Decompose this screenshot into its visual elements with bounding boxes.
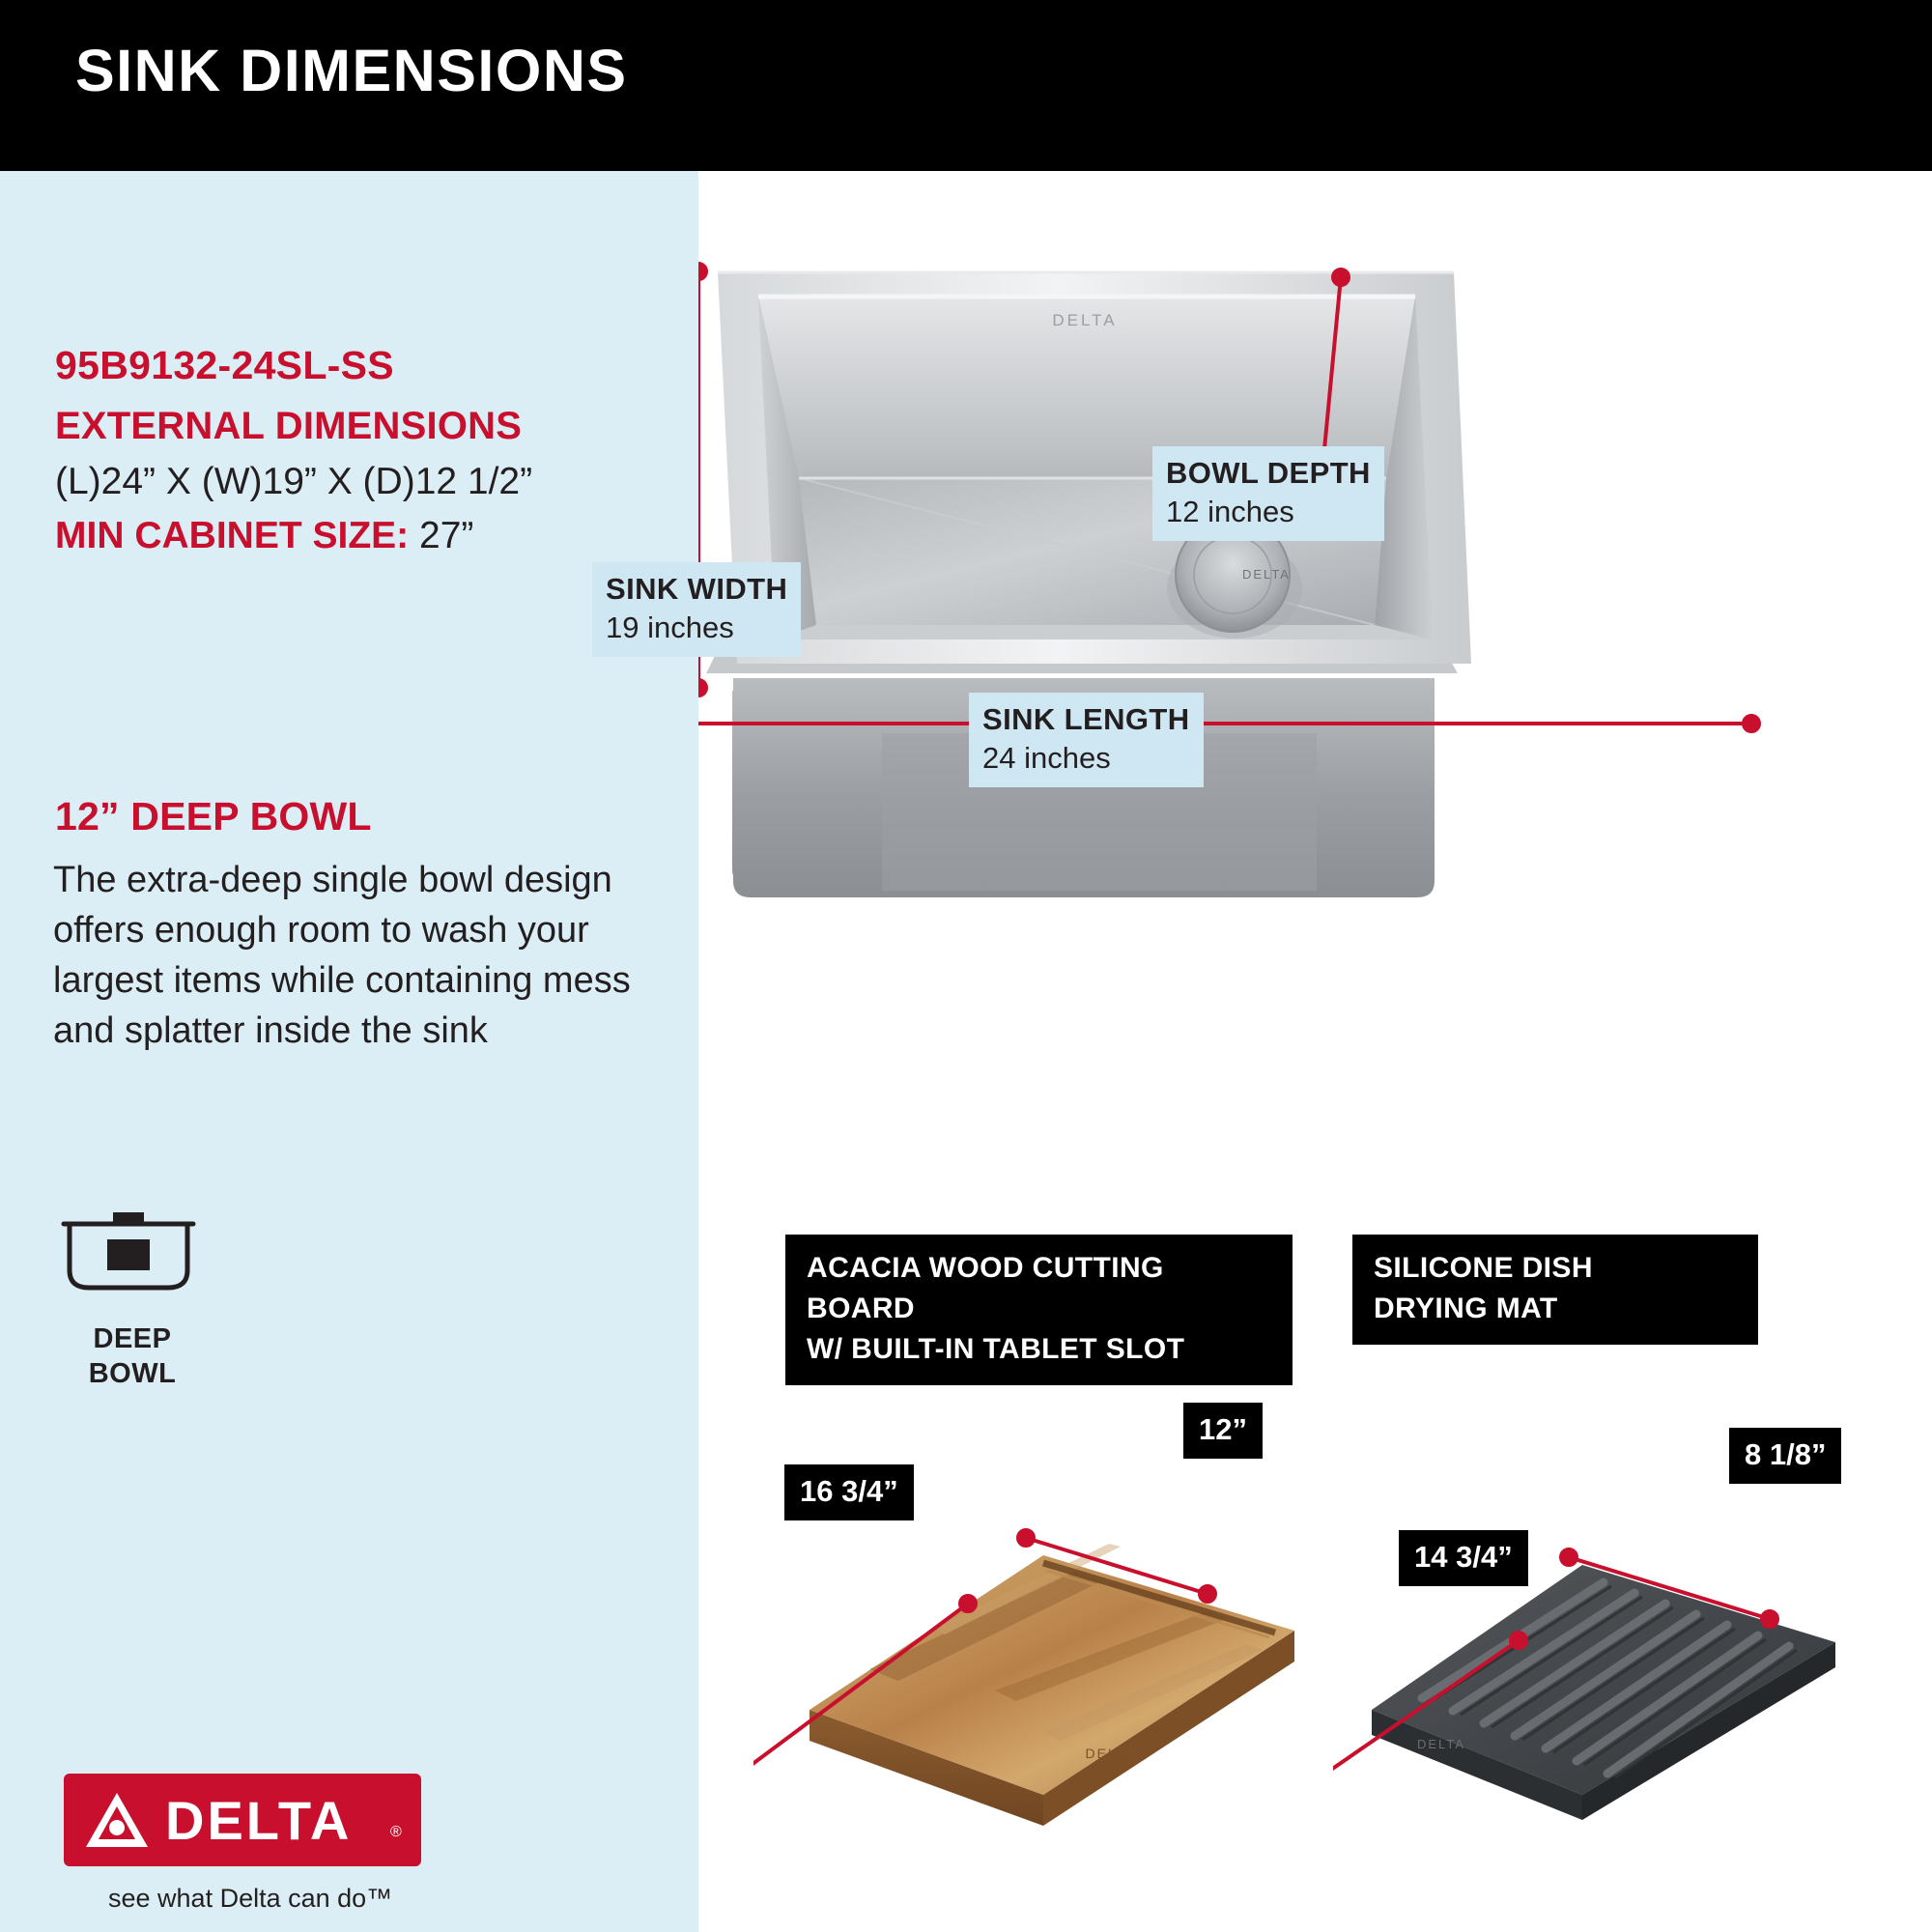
model-number: 95B9132-24SL-SS [55, 343, 394, 387]
min-cabinet-label: MIN CABINET SIZE: [55, 515, 410, 556]
page-title: SINK DIMENSIONS [75, 38, 628, 103]
cutting-board-illustration [753, 1372, 1352, 1855]
callout-sink-width [592, 562, 801, 657]
callout-sink-width-value: 19 inches [606, 611, 734, 644]
min-cabinet-value: 27” [419, 515, 474, 556]
drying-mat-dim-long: 14 3/4” [1399, 1530, 1528, 1586]
callout-sink-length [969, 693, 1204, 787]
min-cabinet-row [55, 515, 473, 557]
external-dimensions-value: (L)24” X (W)19” X (D)12 1/2” [55, 461, 533, 502]
delta-wordmark: DELTA [165, 1790, 353, 1851]
delta-trademark: ® [390, 1824, 402, 1840]
callout-sink-length-title: SINK LENGTH [982, 702, 1190, 736]
cutting-board-label-line1: ACACIA WOOD CUTTING BOARD [807, 1252, 1164, 1324]
drain-brand-stamp: DELTA [1242, 567, 1291, 582]
drying-mat-label-line2: DRYING MAT [1374, 1293, 1558, 1324]
delta-tagline: see what Delta can do™ [108, 1884, 393, 1913]
header-bar [0, 0, 1932, 171]
drying-mat-dim-short: 8 1/8” [1729, 1428, 1841, 1484]
sink-drawing [698, 171, 1932, 1137]
callout-sink-length-value: 24 inches [982, 741, 1111, 775]
drying-mat-label-line1: SILICONE DISH [1374, 1252, 1593, 1284]
callout-sink-width-title: SINK WIDTH [606, 572, 788, 606]
accessory-label-cutting-board [785, 1235, 1293, 1385]
drying-mat-brand-mark: DELTA [1417, 1737, 1465, 1751]
delta-logo [64, 1774, 421, 1866]
delta-triangle-icon [83, 1789, 151, 1851]
accessory-label-drying-mat [1352, 1235, 1758, 1345]
cutting-board-dim-short: 12” [1183, 1403, 1263, 1459]
sink-illustration [606, 171, 1932, 1137]
deep-bowl-icon [60, 1210, 197, 1293]
callout-bowl-depth-value: 12 inches [1166, 495, 1294, 528]
deep-bowl-caption-line1: DEEP [93, 1323, 172, 1354]
sink-brand-stamp: DELTA [1052, 311, 1118, 329]
deep-bowl-icon-caption [60, 1321, 205, 1391]
cutting-board-dim-long: 16 3/4” [784, 1464, 914, 1520]
external-dimensions-title: EXTERNAL DIMENSIONS [55, 405, 523, 447]
cutting-board-brand-mark: DELTA [1085, 1746, 1137, 1761]
deep-bowl-caption-line2: BOWL [88, 1358, 177, 1389]
callout-bowl-depth-title: BOWL DEPTH [1166, 456, 1371, 490]
feature-title: 12” DEEP BOWL [55, 794, 372, 838]
feature-body: The extra-deep single bowl design offers enough room to wash your largest items while containing mess and splatter inside the sink [53, 860, 631, 1051]
callout-bowl-depth [1152, 446, 1384, 541]
cutting-board-label-line2: W/ BUILT-IN TABLET SLOT [807, 1333, 1185, 1365]
